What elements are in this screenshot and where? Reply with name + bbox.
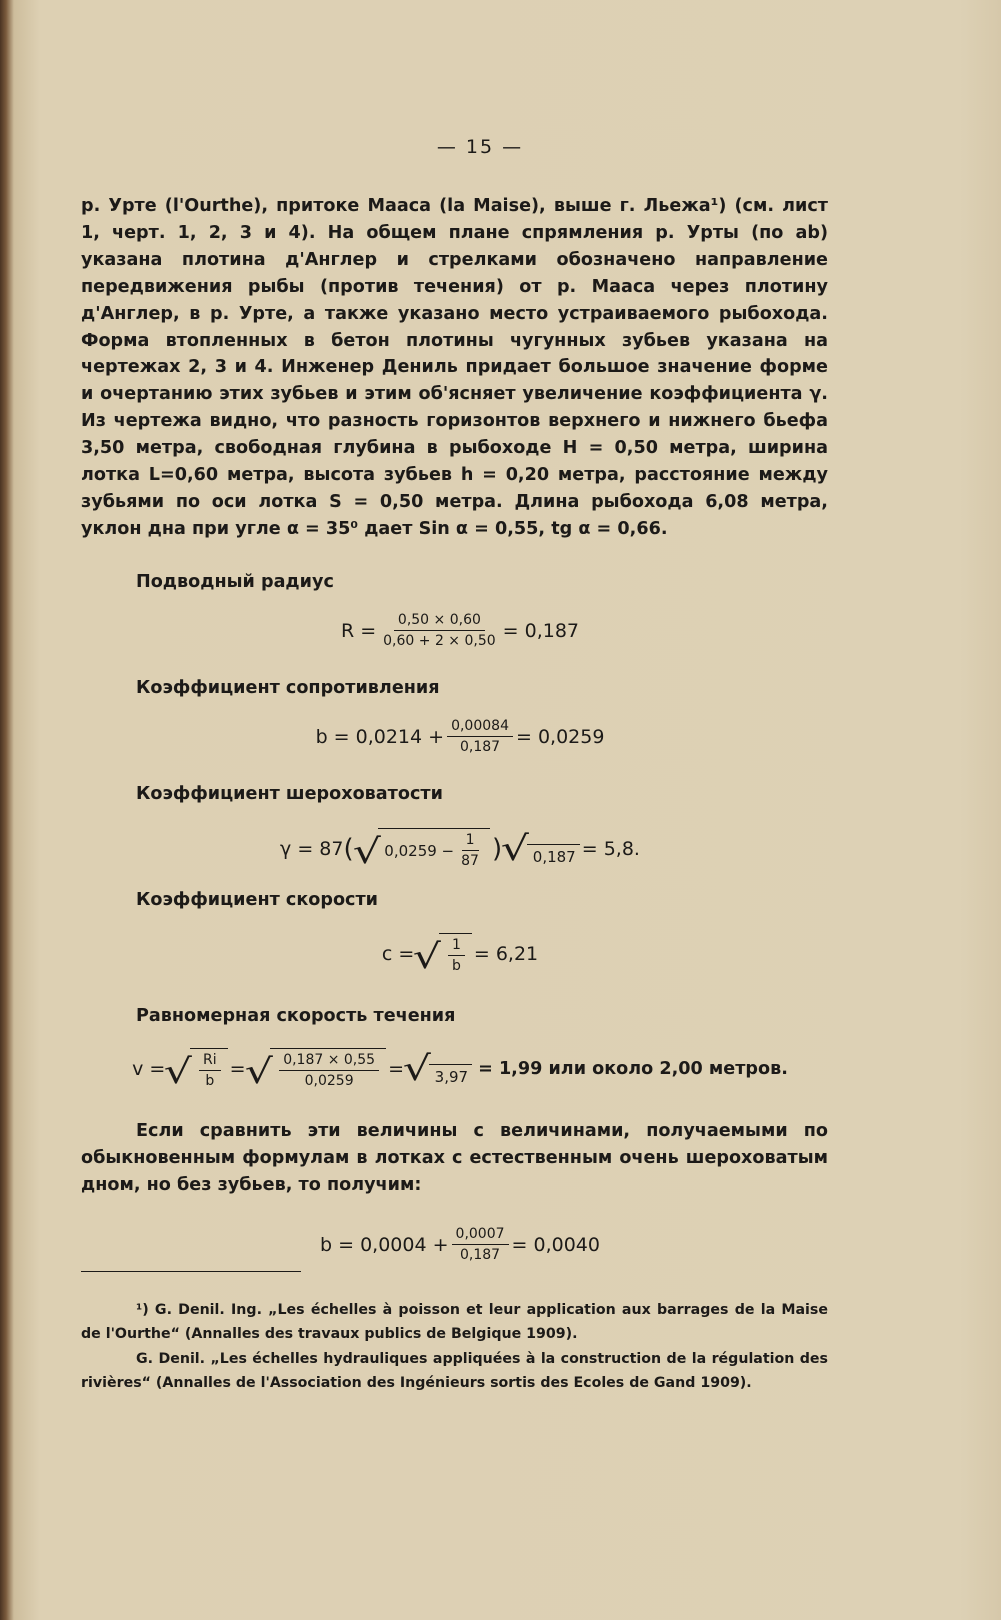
label-speed: Коэффициент скорости bbox=[136, 890, 379, 910]
f4-numerator: 1 bbox=[448, 937, 465, 956]
page-number: — 15 — bbox=[436, 136, 524, 158]
formula-speed bbox=[60, 933, 860, 977]
f6-numerator: 0,0007 bbox=[452, 1226, 509, 1245]
f4-radicand bbox=[439, 933, 472, 974]
f5-radicand-2 bbox=[270, 1048, 386, 1089]
f3-open-paren: ( bbox=[343, 833, 354, 864]
f2-lhs: b = 0,0214 + bbox=[315, 725, 445, 748]
f5-rhs: = 1,99 или около 2,00 метров. bbox=[478, 1058, 788, 1079]
f2-rhs: = 0,0259 bbox=[515, 725, 605, 748]
footnote-2: G. Denil. „Les échelles hydrauliques appliquées à la construction de la régulation des rivières“ (Annalles de l'Association des Ingénieurs sortis des Ecoles de Gand 1909). bbox=[81, 1351, 828, 1391]
f1-rhs: = 0,187 bbox=[502, 619, 580, 642]
main-paragraph: р. Урте (l'Ourthe), притоке Мааса (la Maise), выше г. Льежа¹) (см. лист 1, черт. 1, 2, 3 и 4). На общем плане спрямления р. Урты (по ab) указана плотина д'Англер и стрелками обозначено направление передвижения рыбы (против течения) от р. Мааса через плотину д'Англер, в р. Урте, а также указано место устраиваемого рыбохода. Форма втопленных в бетон плотины чугунных зубьев указана на чертежах 2, 3 и 4. Инженер Дениль придает большое значение форме и очертанию этих зубьев и этим об'ясняет увеличение коэффициента γ. Из чертежа видно, что разность горизонтов верхнего и нижнего бьефа 3,50 метра, свободная глубина в рыбоходе H = 0,50 метра, ширина лотка L=0,60 метра, высота зубьев h = 0,20 метра, расстояние между зубьями по оси лотка S = 0,50 метра. Длина рыбохода 6,08 метра, уклон дна при угле α = 35⁰ дает Sin α = 0,55, tg α = 0,66. bbox=[81, 196, 828, 539]
f5-sqrt-1 bbox=[164, 1048, 227, 1092]
f5-fraction-2 bbox=[279, 1052, 379, 1089]
label-radius: Подводный радиус bbox=[136, 572, 334, 592]
f3-numerator: 1 bbox=[462, 832, 479, 851]
f3-sqrt-2 bbox=[500, 828, 580, 869]
f5-denominator-2: 0,0259 bbox=[304, 1073, 354, 1089]
f5-radicand-3: 3,97 bbox=[429, 1064, 472, 1086]
f3-radicand bbox=[378, 828, 490, 869]
f3-denominator: 87 bbox=[461, 853, 479, 869]
f3-radicand-text: 0,0259 − bbox=[384, 841, 455, 860]
f6-fraction bbox=[452, 1226, 509, 1263]
label-resistance: Коэффициент сопротивления bbox=[136, 678, 440, 698]
f3-rhs: = 5,8. bbox=[581, 837, 640, 860]
radical-sign: √ bbox=[164, 1052, 193, 1092]
f5-sqrt-3 bbox=[402, 1048, 472, 1089]
f5-numerator-2: 0,187 × 0,55 bbox=[279, 1052, 379, 1071]
radical-sign: √ bbox=[413, 937, 442, 977]
f6-denominator: 0,187 bbox=[459, 1247, 501, 1263]
f1-lhs: R = bbox=[340, 619, 377, 642]
footnote-1: ¹) G. Denil. Ing. „Les échelles à poisson et leur application aux barrages de la Maise de l'Ourthe“ (Annalles des travaux publics de Belgique 1909). bbox=[81, 1302, 828, 1342]
f2-denominator: 0,187 bbox=[459, 739, 501, 755]
second-paragraph: Если сравнить эти величины с величинами, получаемыми по обыкновенным формулам в лотках с естественным очень шероховатым дном, но без зубьев, то получим: bbox=[81, 1121, 828, 1195]
f3-lhs: γ = 87 bbox=[280, 837, 344, 860]
f1-fraction bbox=[379, 612, 500, 649]
f4-sqrt bbox=[413, 933, 472, 977]
f3-close-paren: ) bbox=[491, 833, 503, 864]
f1-numerator: 0,50 × 0,60 bbox=[394, 612, 485, 631]
radical-sign: √ bbox=[500, 828, 530, 869]
formula-roughness bbox=[60, 828, 860, 872]
f6-lhs: b = 0,0004 + bbox=[320, 1233, 449, 1256]
formula-uniform bbox=[60, 1048, 860, 1092]
f5-denominator-1: b bbox=[205, 1073, 215, 1089]
f4-rhs: = 6,21 bbox=[473, 942, 539, 965]
formula-resistance bbox=[60, 718, 860, 755]
radical-sign: √ bbox=[244, 1052, 273, 1092]
f5-lhs: v = bbox=[132, 1057, 166, 1080]
f5-eq-1: = bbox=[229, 1057, 246, 1080]
label-roughness: Коэффициент шероховатости bbox=[136, 784, 443, 804]
f4-lhs: c = bbox=[381, 942, 415, 965]
f5-numerator-1: Ri bbox=[199, 1052, 221, 1071]
formula-comparison bbox=[60, 1226, 860, 1263]
f5-fraction-1 bbox=[199, 1052, 221, 1089]
f5-eq-2: = bbox=[388, 1057, 404, 1080]
f2-numerator: 0,00084 bbox=[447, 718, 513, 737]
f4-denominator: b bbox=[451, 958, 461, 974]
label-uniform: Равномерная скорость течения bbox=[136, 1006, 456, 1026]
f4-fraction bbox=[448, 937, 465, 974]
f1-denominator: 0,60 + 2 × 0,50 bbox=[383, 633, 496, 649]
radical-sign: √ bbox=[402, 1048, 431, 1089]
f3-radicand-2: 0,187 bbox=[527, 844, 580, 866]
f5-radicand-1 bbox=[190, 1048, 228, 1089]
radical-sign: √ bbox=[352, 832, 381, 872]
f5-sqrt-2 bbox=[244, 1048, 387, 1092]
f6-rhs: = 0,0040 bbox=[511, 1233, 600, 1256]
f3-fraction bbox=[457, 832, 483, 869]
f3-sqrt-1 bbox=[352, 828, 490, 872]
footnote-separator bbox=[81, 1271, 301, 1272]
formula-radius bbox=[60, 612, 860, 649]
f2-fraction bbox=[447, 718, 513, 755]
